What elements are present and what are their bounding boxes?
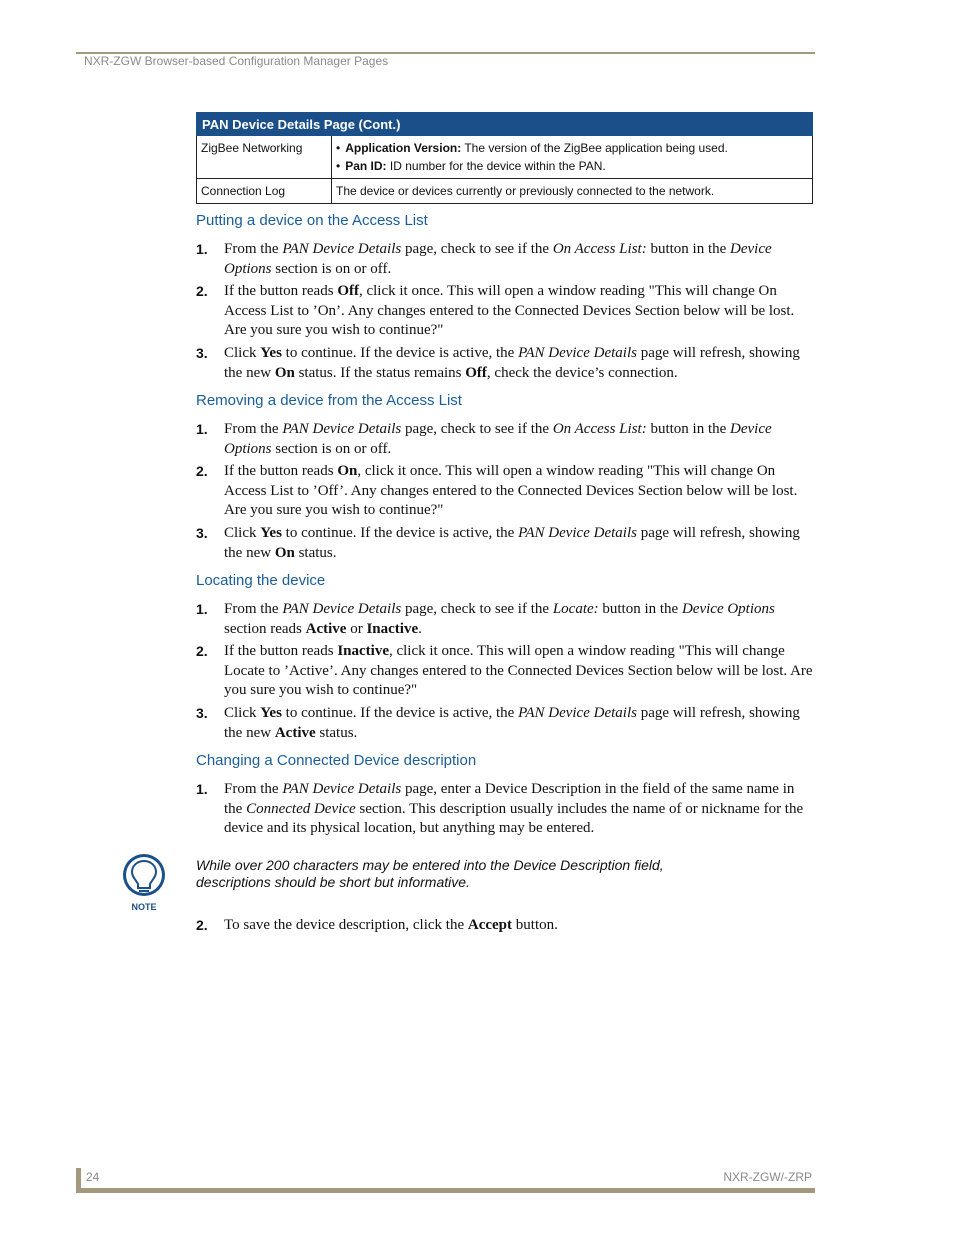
footer-model: NXR-ZGW/-ZRP (723, 1170, 812, 1184)
step: 1. From the PAN Device Details page, enter a Device Description in the field of the same name in the Connected Device section. This description usually includes the name of or nickname for the device and its physical location, but anything may be entered. (196, 781, 804, 836)
step: 2. If the button reads On, click it once. This will open a window reading "This will change On Access List to ’Off’. Any changes entered to the Connected Devices Section below will be lost. Are you sure you wish to continue?" (196, 463, 798, 518)
pan-device-details-table (196, 112, 813, 204)
step: 1. From the PAN Device Details page, check to see if the On Access List: button in the Device Options section is on or off. (196, 241, 772, 277)
running-header: NXR-ZGW Browser-based Configuration Manager Pages (84, 54, 389, 68)
section-title: Removing a device from the Access List (196, 392, 462, 409)
section-title: Locating the device (196, 572, 326, 589)
step: 2. If the button reads Inactive, click it once. This will open a window reading "This will change Locate to ’Active’. Any changes entered to the Connected Devices Section below will be lost. Are you sure you wish to continue?" (196, 643, 813, 698)
step: 2. To save the device description, click the Accept button. (196, 917, 558, 933)
step: 3. Click Yes to continue. If the device is active, the PAN Device Details page will refresh, showing the new On status. (196, 525, 800, 561)
footer-rule (76, 1188, 815, 1193)
step: 2. If the button reads Off, click it once. This will open a window reading "This will change On Access List to ’On’. Any changes entered to the Connected Devices Section below will be lost. Are you sure you wish to continue?" (196, 283, 795, 338)
step: 3. Click Yes to continue. If the device is active, the PAN Device Details page will refresh, showing the new On status. If the status remains Off, check the device’s connection. (196, 345, 800, 381)
table-row (197, 136, 813, 179)
bullet-item: • Application Version: The version of the ZigBee application being used. (336, 139, 808, 157)
table-title: PAN Device Details Page (Cont.) (197, 113, 813, 136)
table-cell-description (332, 136, 813, 179)
note-text: While over 200 characters may be entered into the Device Description field, descriptions should be short but informative. (196, 857, 664, 890)
svg-text:NOTE: NOTE (131, 902, 157, 912)
section-title: Changing a Connected Device description (196, 752, 477, 769)
table-row (197, 179, 813, 204)
step: 1. From the PAN Device Details page, check to see if the Locate: button in the Device Options section reads Active or Inactive. (196, 601, 775, 637)
table-cell-label: Connection Log (197, 179, 332, 204)
table-cell-label: ZigBee Networking (197, 136, 332, 179)
bullet-item: • Pan ID: ID number for the device within the PAN. (336, 157, 808, 175)
step: 1. From the PAN Device Details page, check to see if the On Access List: button in the Device Options section is on or off. (196, 421, 772, 457)
table-cell-description: The device or devices currently or previously connected to the network. (332, 179, 813, 204)
section-title: Putting a device on the Access List (196, 212, 428, 229)
page-number: 24 (86, 1170, 100, 1184)
note-lightbulb-icon (120, 852, 168, 914)
step: 3. Click Yes to continue. If the device is active, the PAN Device Details page will refresh, showing the new Active status. (196, 705, 800, 741)
